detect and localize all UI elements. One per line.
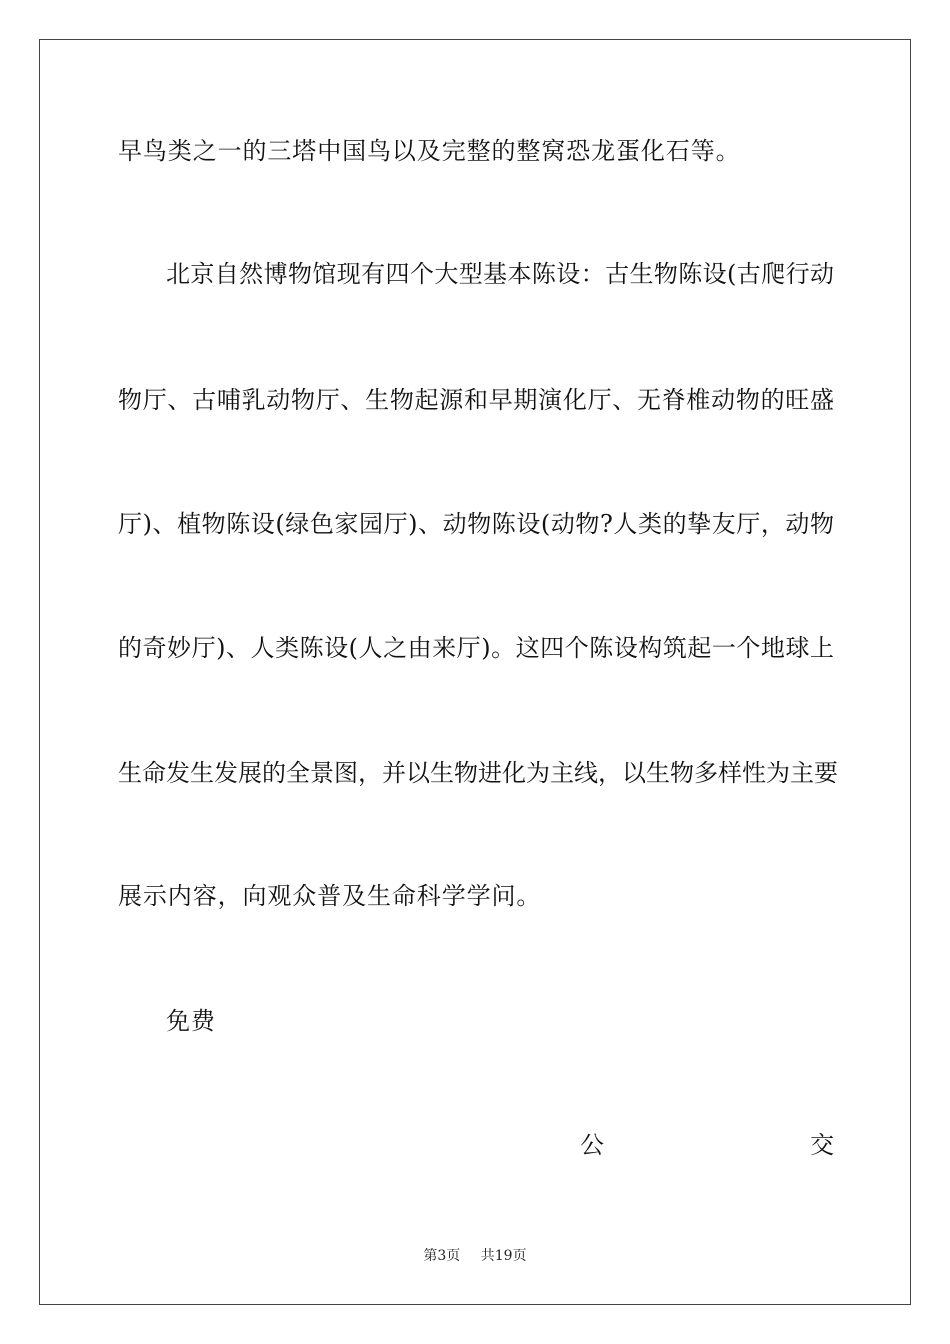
page-frame (39, 39, 911, 1305)
text-line: 早鸟类之一的三塔中国鸟以及完整的整窝恐龙蛋化石等。 (118, 137, 741, 165)
page-total: 共19页 (480, 1248, 527, 1264)
text-line: 北京自然博物馆现有四个大型基本陈设：古生物陈设(古爬行动 (166, 260, 834, 288)
text-char: 公 (580, 1131, 604, 1159)
text-line: 免费 (166, 1007, 216, 1035)
text-char: 交 (810, 1131, 834, 1159)
text-line: 物厅、古哺乳动物厅、生物起源和早期演化厅、无脊椎动物的旺盛 (118, 386, 834, 414)
text-line: 厅)、植物陈设(绿色家园厅)、动物陈设(动物?人类的挚友厅，动物 (118, 510, 834, 538)
text-line: 展示内容，向观众普及生命科学学问。 (118, 882, 542, 910)
page-footer (0, 1247, 950, 1265)
text-line: 生命发生发展的全景图，并以生物进化为主线，以生物多样性为主要 (118, 759, 838, 787)
text-line-spaced (580, 1130, 834, 1160)
page-number: 第3页 (423, 1248, 461, 1264)
text-line: 的奇妙厅)、人类陈设(人之由来厅)。这四个陈设构筑起一个地球上 (118, 634, 834, 662)
